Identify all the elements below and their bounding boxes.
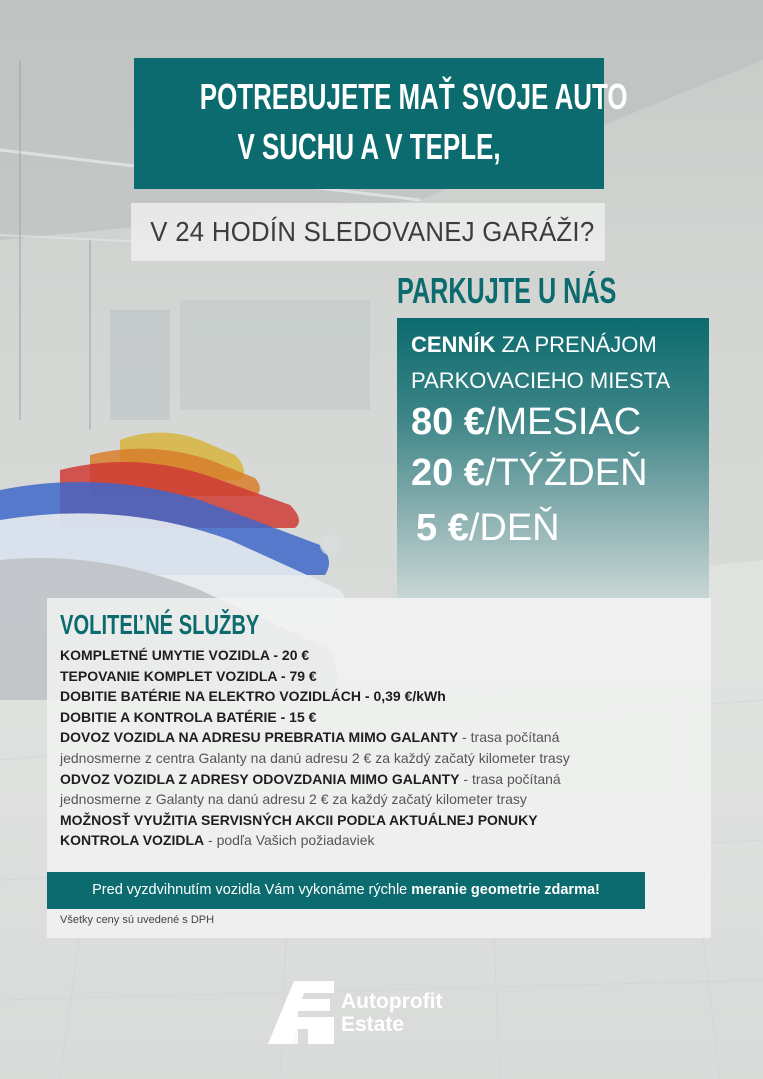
service-name: ODVOZ VOZIDLA Z ADRESY ODOVZDANIA MIMO GALANTY xyxy=(60,770,460,787)
service-item-continuation xyxy=(60,789,700,810)
autoprofit-logo-icon xyxy=(268,981,334,1044)
headline-line2: V SUCHU A V TEPLE, xyxy=(237,126,501,167)
subheadline xyxy=(131,203,605,261)
dph-note: Všetky ceny sú uvedené s DPH xyxy=(60,914,215,926)
service-item xyxy=(60,727,700,748)
banner-bold: meranie geometrie zdarma! xyxy=(411,882,600,898)
price-unit: /TÝŽDEŇ xyxy=(484,452,648,494)
price-month xyxy=(411,399,641,445)
price-unit: /MESIAC xyxy=(484,401,642,443)
pricing-label-line2: PARKOVACIEHO MIESTA xyxy=(411,368,671,393)
logo-line2: Estate xyxy=(341,1013,405,1036)
cennik-rest: ZA PRENÁJOM xyxy=(495,332,657,357)
price-day xyxy=(416,505,560,551)
service-item xyxy=(60,686,700,707)
service-name: DOVOZ VOZIDLA NA ADRESU PREBRATIA MIMO GALANTY xyxy=(60,729,459,746)
headline xyxy=(134,72,628,172)
price-unit: /DEŇ xyxy=(468,507,560,549)
service-note-cont: jednosmerne z centra Galanty na danú adresu 2 € za každý začatý kilometer trasy xyxy=(60,749,570,766)
service-note: - trasa počítaná xyxy=(459,770,561,787)
service-name: KONTROLA VOZIDLA xyxy=(60,832,205,849)
service-item xyxy=(60,810,700,831)
parkujte-text: PARKUJTE U NÁS xyxy=(397,270,617,311)
price-amount: 5 € xyxy=(416,507,469,549)
service-name: KOMPLETNÉ UMYTIE VOZIDLA - 20 € xyxy=(60,647,310,663)
banner-text: Pred vyzdvihnutím vozidla Vám vykonáme rýchle xyxy=(92,882,412,898)
price-amount: 80 € xyxy=(411,401,485,443)
services-list xyxy=(60,645,700,851)
service-item xyxy=(60,769,700,790)
service-name: DOBITIE A KONTROLA BATÉRIE - 15 € xyxy=(60,708,317,725)
headline-line1: POTREBUJETE MAŤ SVOJE AUTO xyxy=(199,76,628,117)
services-title xyxy=(60,607,337,643)
service-item xyxy=(60,707,700,728)
service-note: - podľa Vašich požiadaviek xyxy=(204,832,375,849)
service-item xyxy=(60,645,700,666)
services-title-text: VOLITEĽNÉ SLUŽBY xyxy=(60,609,260,640)
service-note-cont: jednosmerne z Galanty na danú adresu 2 € za každý začatý kilometer trasy xyxy=(60,791,527,808)
pricing-label-line1 xyxy=(411,330,701,360)
subheadline-text: V 24 HODÍN SLEDOVANEJ GARÁŽI? xyxy=(150,216,595,247)
service-note: - trasa počítaná xyxy=(458,729,560,746)
service-name: MOŽNOSŤ VYUŽITIA SERVISNÝCH AKCII PODĽA AKTUÁLNEJ PONUKY xyxy=(60,811,538,828)
service-name: DOBITIE BATÉRIE NA ELEKTRO VOZIDLÁCH - 0,39 €/kWh xyxy=(60,688,446,705)
service-item xyxy=(60,666,700,687)
parkujte-heading xyxy=(397,270,657,312)
price-week xyxy=(411,450,648,496)
geometry-banner xyxy=(47,872,645,909)
logo-line1: Autoprofit xyxy=(341,990,443,1013)
service-item-continuation xyxy=(60,748,700,769)
cennik-bold: CENNÍK xyxy=(411,332,496,357)
logo-text xyxy=(341,990,442,1036)
service-item xyxy=(60,830,700,851)
price-amount: 20 € xyxy=(411,452,485,494)
service-name: TEPOVANIE KOMPLET VOZIDLA - 79 € xyxy=(60,667,317,684)
